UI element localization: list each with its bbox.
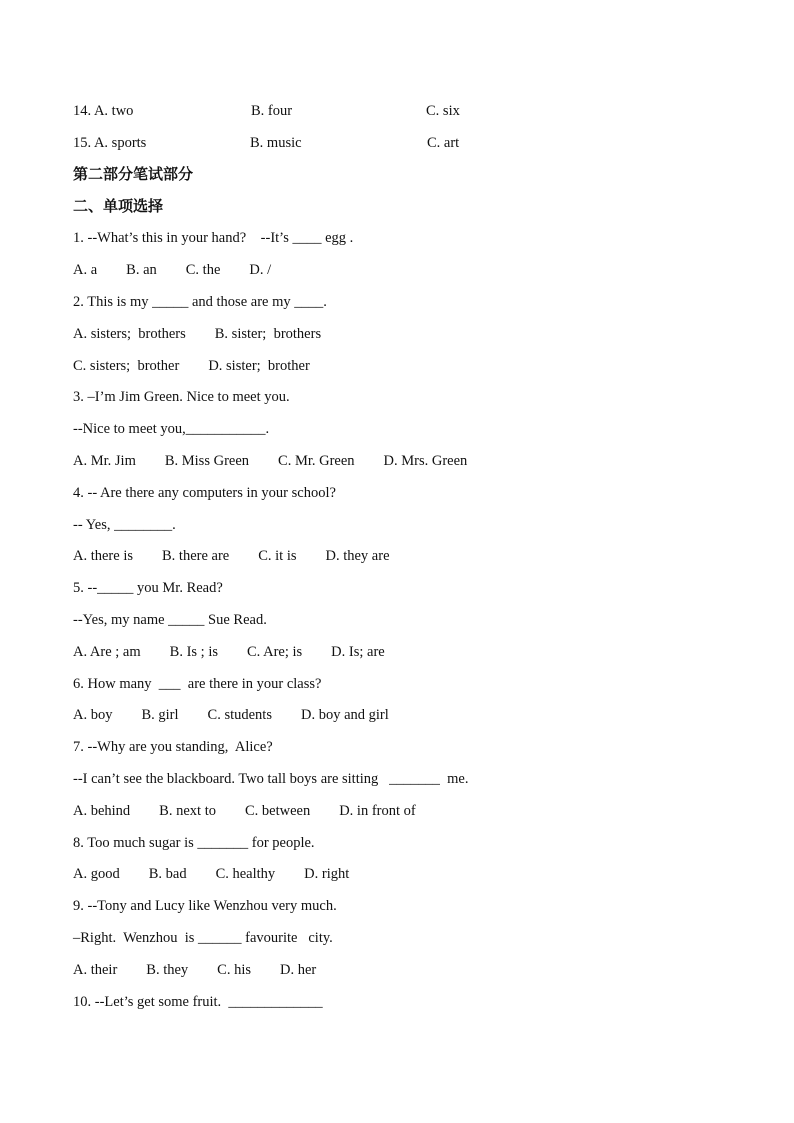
question-7-stem: 7. --Why are you standing, Alice?	[73, 739, 273, 755]
question-5-options: A. Are ; am B. Is ; is C. Are; is D. Is; are	[73, 644, 385, 660]
q15-option-b: B. music	[250, 135, 302, 151]
q14-option-b: B. four	[251, 103, 293, 119]
question-3-stem-2: --Nice to meet you,___________.	[73, 421, 270, 437]
question-2-stem: 2. This is my _____ and those are my ____.	[73, 294, 327, 310]
question-5-stem: 5. --_____ you Mr. Read?	[73, 580, 223, 596]
question-9-stem: 9. --Tony and Lucy like Wenzhou very much.	[73, 898, 337, 914]
section-heading-part2: 第二部分笔试部分	[73, 165, 194, 183]
question-2-options-2: C. sisters; brother D. sister; brother	[73, 358, 310, 374]
question-8-options: A. good B. bad C. healthy D. right	[73, 866, 350, 882]
question-1-stem: 1. --What’s this in your hand? --It’s ____ egg .	[73, 230, 354, 246]
question-2-options: A. sisters; brothers B. sister; brothers	[73, 326, 322, 342]
q15-option-c: C. art	[427, 135, 460, 151]
question-3-stem: 3. –I’m Jim Green. Nice to meet you.	[73, 389, 290, 405]
question-10-stem: 10. --Let’s get some fruit. _____________	[73, 994, 323, 1010]
question-4-stem-2: -- Yes, ________.	[73, 517, 176, 533]
question-9-stem-2: –Right. Wenzhou is ______ favourite city.	[73, 930, 333, 946]
q14-option-a: 14. A. two	[73, 103, 134, 119]
question-7-stem-2: --I can’t see the blackboard. Two tall boys are sitting _______ me.	[73, 771, 469, 787]
question-9-options: A. their B. they C. his D. her	[73, 962, 317, 978]
section-heading-single-choice: 二、单项选择	[73, 197, 164, 215]
question-4-options: A. there is B. there are C. it is D. they are	[73, 548, 390, 564]
question-6-stem: 6. How many ___ are there in your class?	[73, 676, 322, 692]
question-8-stem: 8. Too much sugar is _______ for people.	[73, 835, 315, 851]
question-1-options: A. a B. an C. the D. /	[73, 262, 272, 278]
q14-option-c: C. six	[426, 103, 460, 119]
question-3-options: A. Mr. Jim B. Miss Green C. Mr. Green D. Mrs. Green	[73, 453, 468, 469]
q15-option-a: 15. A. sports	[73, 135, 147, 151]
question-4-stem: 4. -- Are there any computers in your school?	[73, 485, 336, 501]
question-6-options: A. boy B. girl C. students D. boy and girl	[73, 707, 389, 723]
question-7-options: A. behind B. next to C. between D. in front of	[73, 803, 416, 819]
question-5-stem-2: --Yes, my name _____ Sue Read.	[73, 612, 267, 628]
